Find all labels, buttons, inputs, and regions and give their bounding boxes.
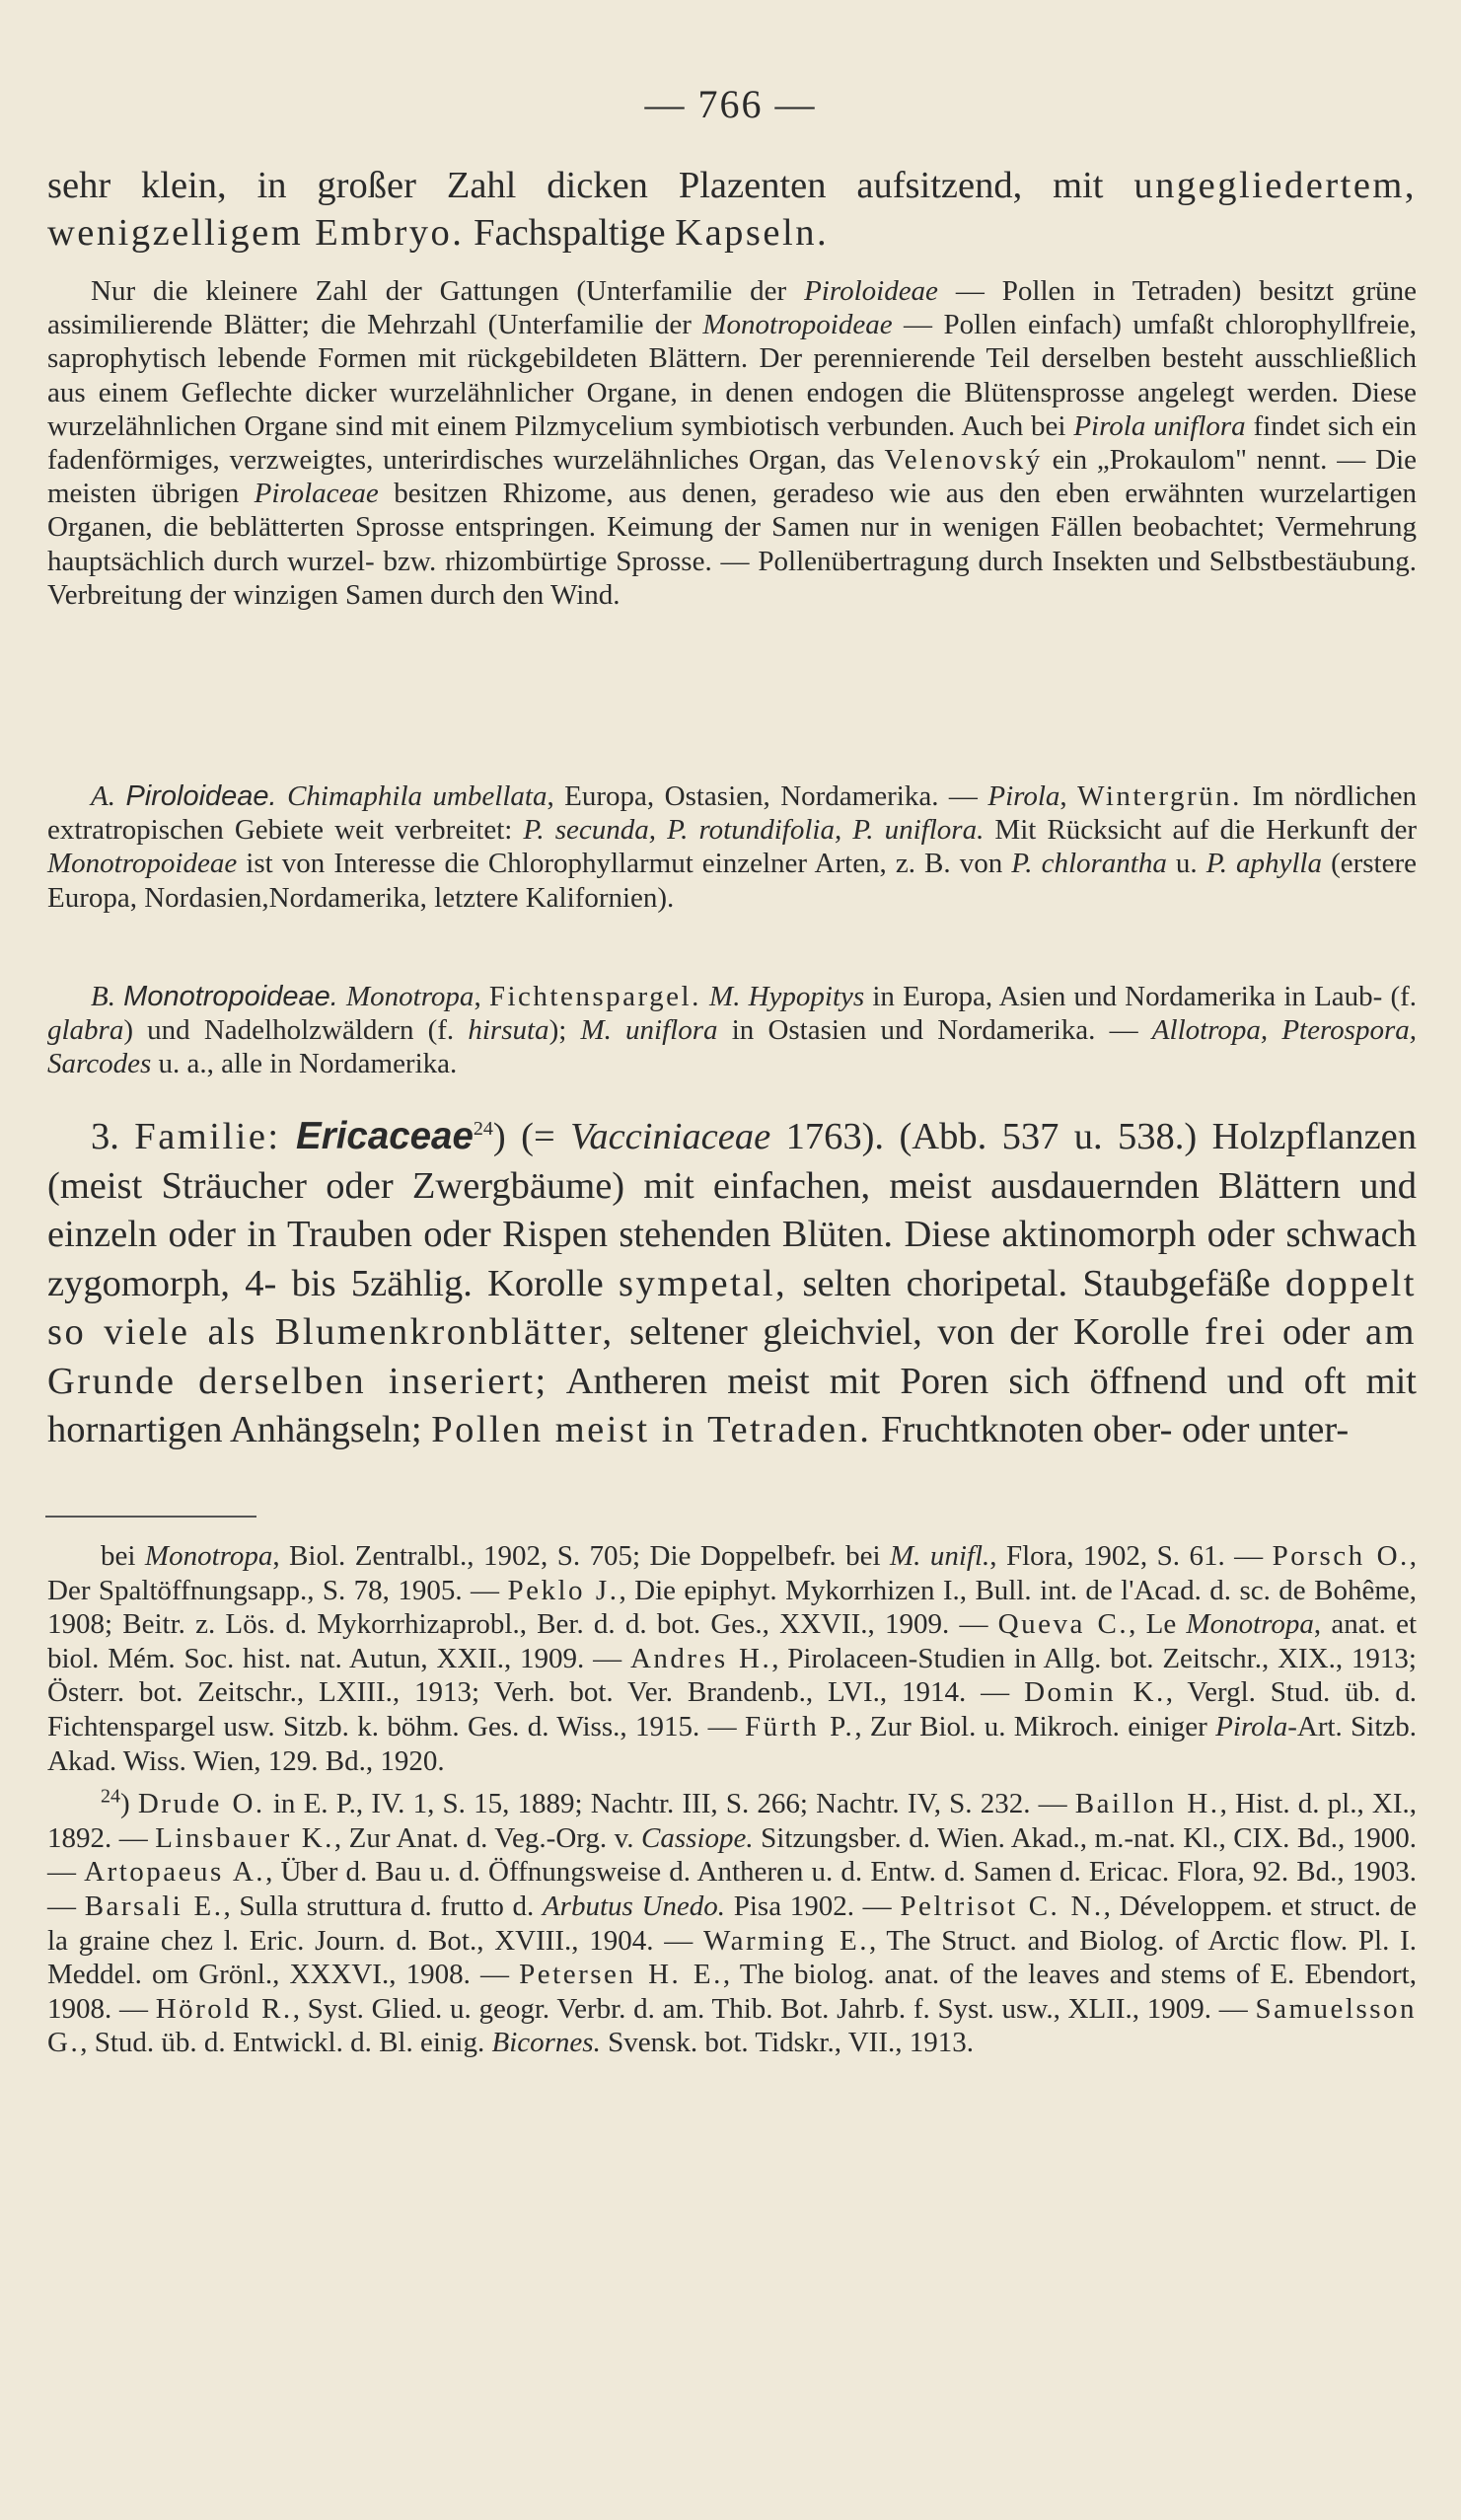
subfamily-heading: Monotropoideae. <box>123 981 338 1012</box>
footnote-ref: 24 <box>473 1118 493 1141</box>
footnote-continued: bei Monotropa, Biol. Zentralbl., 1902, S. 705; Die Doppelbefr. bei M. unifl., Flora, 1902, S. 61. — Porsch O., Der Spaltöffnungsapp., S. 78, 1905. — Peklo J., Die epiphyt. Mykorrhizen I., Bull. int. de l'Acad. d. sc. de Bohême, 1908; Beitr. z. Lös. d. Mykorrhizaprobl., Ber. d. d. bot. Ges., XXVII., 1909. — Queva C., Le Monotropa, anat. et biol. Mém. Soc. hist. nat. Autun, XXII., 1909. — Andres H., Pirolaceen-Studien in Allg. bot. Zeitschr., XIX., 1913; Österr. bot. Zeitschr., LXIII., 1913; Verh. bot. Ver. Brandenb., LVI., 1914. — Domin K., Vergl. Stud. üb. d. Fichtenspargel usw. Sitzb. k. böhm. Ges. d. Wiss., 1915. — Fürth P., Zur Biol. u. Mikroch. einiger Pirola-Art. Sitzb. Akad. Wiss. Wien, 129. Bd., 1920. <box>47 1540 1418 1777</box>
footnotes <box>47 1539 1417 2069</box>
footnote-24: $^{24}$) Drude O. in E. P., IV. 1, S. 15, 1889; Nachtr. III, S. 266; Nachtr. IV, S. 232. — Baillon H., Hist. d. pl., XI., 1892. — Linsbauer K., Zur Anat. d. Veg.-Org. v. Cassiope. Sitzungsber. d. Wien. Akad., m.-nat. Kl., CIX. Bd., 1900. — Artopaeus A., Über d. Bau u. d. Öffnungsweise d. Antheren u. d. Entw. d. Samen d. Ericac. Flora, 92. Bd., 1903. — Barsali E., Sulla struttura d. frutto d. Arbutus Unedo. Pisa 1902. — Peltrisot C. N., Développem. et struct. de la graine chez l. Eric. Journ. d. Bot., XVIII., 1904. — Warming E., The Struct. and Biolog. of Arctic flow. Pl. I. Meddel. om Grönl., XXXVI., 1908. — Petersen H. E., The biolog. anat. of the leaves and stems of E. Ebendort, 1908. — Hörold R., Syst. Glied. u. geogr. Verbr. d. am. Thib. Bot. Jahrb. f. Syst. usw., XLII., 1909. — Samuelsson G., Stud. üb. d. Entwickl. d. Bl. einig. Bicornes. Svensk. bot. Tidskr., VII., 1913. <box>47 1785 1418 2059</box>
family-ericaceae-paragraph: 3. Familie: Ericaceae$^{24}$) (= Vacciniaceae 1763). (Abb. 537 u. 538.) Holzpflanzen (meist Sträucher oder Zwergbäume) mit einfachen, meist ausdauernden Blättern und einzeln oder in Trauben oder Rispen stehenden Blüten. Diese aktinomorph oder schwach zygomorph, 4- bis 5zählig. Korolle sympetal, selten choripetal. Staubgefäße doppelt so viele als Blumenkronblätter, seltener gleichviel, von der Korolle frei oder am Grunde derselben inseriert; Antheren meist mit Poren sich öffnend und oft mit hornartigen Anhängseln; Pollen meist in Tetraden. Fruchtknoten ober- oder unter- <box>47 1115 1418 1450</box>
intro-paragraph: sehr klein, in großer Zahl dicken Plazenten aufsitzend, mit ungegliedertem, wenigzelligem Embryo. Fachspaltige Kapseln. <box>47 165 1418 254</box>
pirolaceae-paragraph: Nur die kleinere Zahl der Gattungen (Unterfamilie der Piroloideae — Pollen in Tetraden) besitzt grüne assimilierende Blätter; die Mehrzahl (Unterfamilie der Monotropoideae — Pollen einfach) umfaßt chlorophyllfreie, saprophytisch lebende Formen mit rückgebildeten Blättern. Der perennierende Teil derselben besteht ausschließlich aus einem Geflechte dicker wurzelähnlicher Organe, in denen endogen die Blütensprosse angelegt werden. Diese wurzelähnlichen Organe sind mit einem Pilzmycelium symbiotisch verbunden. Auch bei Pirola uniflora findet sich ein fadenförmiges, verzweigtes, unterirdisches wurzelähnliches Organ, das Velenovský ein „Prokaulom" nennt. — Die meisten übrigen Pirolaceae besitzen Rhizome, aus denen, geradeso wie aus den eben erwähnten wurzelartigen Organen, die beblätterten Sprosse entspringen. Keimung der Samen nur in wenigen Fällen beobachtet; Vermehrung hauptsächlich durch wurzel- bzw. rhizombürtige Sprosse. — Pollenübertragung durch Insekten und Selbstbestäubung. Verbreitung der winzigen Samen durch den Wind. <box>47 275 1418 611</box>
page-number: — 766 — <box>644 82 817 126</box>
piroloideae-paragraph: A. Piroloideae. Chimaphila umbellata, Europa, Ostasien, Nordamerika. — Pirola, Wintergrün. Im nördlichen extratropischen Gebiete weit verbreitet: P. secunda, P. rotundifolia, P. uniflora. Mit Rücksicht auf die Herkunft der Monotropoideae ist von Interesse die Chlorophyllarmut einzelner Arten, z. B. von P. chlorantha u. P. aphylla (erstere Europa, Nordasien,Nordamerika, letztere Kalifornien). <box>47 780 1418 914</box>
subfamily-heading: Piroloideae. <box>125 780 277 812</box>
family-name: Ericaceae <box>296 1115 474 1157</box>
monotropoideae-paragraph: B. Monotropoideae. Monotropa, Fichtenspargel. M. Hypopitys in Europa, Asien und Nordamerika in Laub- (f. glabra) und Nadelholzwäldern (f. hirsuta); M. uniflora in Ostasien und Nordamerika. — Allotropa, Pterospora, Sarcodes u. a., alle in Nordamerika. <box>47 981 1418 1080</box>
footnote-divider <box>45 1516 256 1518</box>
